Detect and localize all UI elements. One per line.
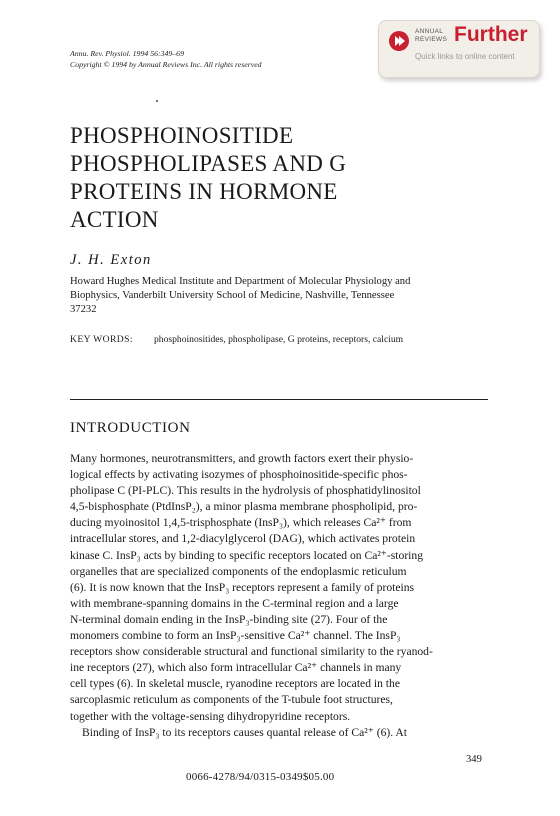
body-line: logical effects by activating isozymes of phosphoinositide-specific phos- [70, 468, 408, 482]
affiliation-line: Howard Hughes Medical Institute and Department of Molecular Physiology and [70, 276, 411, 287]
body-line: ducing myoinositol 1,4,5-trisphosphate (InsP₃), which releases Ca²⁺ from [70, 516, 412, 530]
annual-reviews-brand [415, 28, 449, 43]
author-name: J. H. Exton [70, 252, 152, 268]
body-line: Many hormones, neurotransmitters, and growth factors exert their physio- [70, 452, 414, 465]
body-line: with membrane-spanning domains in the C-terminal region and a large [70, 596, 399, 610]
stray-dot [156, 100, 158, 102]
body-line: pholipase C (PI-PLC). This results in the hydrolysis of phosphatidylinositol [70, 484, 421, 498]
keywords-row [70, 334, 403, 345]
keywords-label: KEY WORDS: [70, 334, 133, 345]
further-badge[interactable] [378, 20, 540, 78]
journal-citation-block [70, 49, 370, 70]
body-line: intracellular stores, and 1,2-diacylglycerol (DAG), which activates protein [70, 532, 416, 546]
title-line: PHOSPHOINOSITIDE [70, 123, 294, 148]
play-forward-icon [389, 31, 409, 51]
body-line: ine receptors (27), which also form intracellular Ca²⁺ channels in many [70, 661, 402, 675]
body-line: 4,5-bisphosphate (PtdInsP₂), a minor plasma membrane phospholipid, pro- [70, 500, 418, 514]
footer-code: 0066-4278/94/0315-0349$05.00 [186, 771, 335, 783]
title-line: PROTEINS IN HORMONE [70, 179, 338, 204]
body-line: monomers combine to form an InsP₃-sensitive Ca²⁺ channel. The InsP₃ [70, 629, 401, 643]
journal-citation: Annu. Rev. Physiol. 1994 56:349–69 [70, 49, 184, 58]
affiliation-line: Biophysics, Vanderbilt University School of Medicine, Nashville, Tennessee [70, 289, 395, 301]
body-line-indented: Binding of InsP₃ to its receptors causes quantal release of Ca²⁺ (6). At [82, 725, 407, 739]
brand-line-1: ANNUAL [415, 28, 444, 35]
keywords-list: phosphoinositides, phospholipase, G proteins, receptors, calcium [154, 334, 404, 345]
section-heading: INTRODUCTION [70, 420, 191, 436]
article-title [70, 122, 490, 234]
body-line: organelles that are specialized components of the endoplasmic reticulum [70, 564, 407, 578]
further-wordmark: Further [454, 23, 528, 46]
body-line: N-terminal domain ending in the InsP₃-binding site (27). Four of the [70, 612, 388, 626]
title-line: ACTION [70, 207, 159, 232]
body-line: (6). It is now known that the InsP₃ receptors represent a family of proteins [70, 580, 415, 594]
page-number: 349 [466, 754, 482, 765]
body-line: cell types (6). In skeletal muscle, ryanodine receptors are located in the [70, 677, 400, 691]
section-body [70, 451, 488, 741]
affiliation-line: 37232 [70, 303, 97, 315]
further-tagline: Quick links to online content [415, 52, 515, 61]
copyright-notice: Copyright © 1994 by Annual Reviews Inc. All rights reserved [70, 59, 262, 69]
body-line: sarcoplasmic reticulum as components of the T-tubule foot structures, [70, 693, 393, 707]
section-divider [70, 399, 488, 400]
author-affiliation [70, 275, 500, 316]
body-line: together with the voltage-sensing dihydropyridine receptors. [70, 709, 351, 723]
title-line: PHOSPHOLIPASES AND G [70, 151, 347, 176]
brand-line-2: REVIEWS [415, 35, 448, 43]
body-line: kinase C. InsP₃ acts by binding to specific receptors located on Ca²⁺-storing [70, 548, 423, 562]
body-line: receptors show considerable structural and functional similarity to the ryanod- [70, 645, 433, 659]
